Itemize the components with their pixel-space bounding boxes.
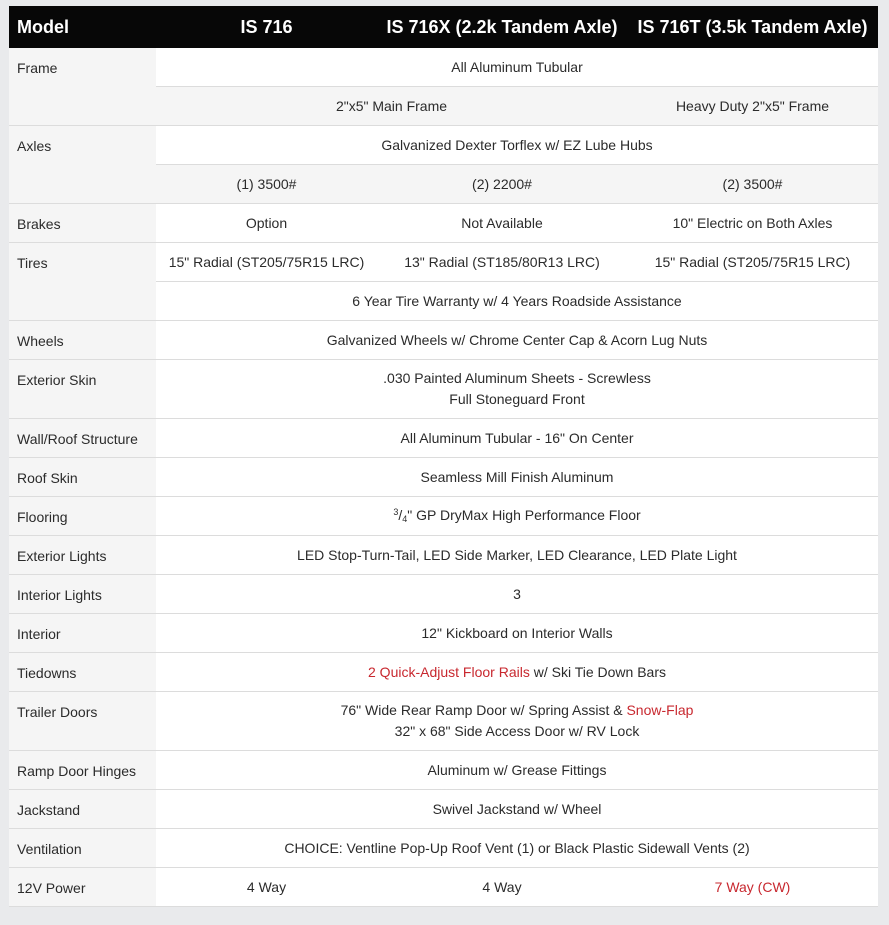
spec-table	[9, 6, 878, 907]
table-row-jackstand	[9, 790, 878, 829]
table-row-trailer-doors	[9, 692, 878, 751]
tires-is716t: 15" Radial (ST205/75R15 LRC)	[627, 243, 878, 282]
table-row-exterior-lights	[9, 536, 878, 575]
tires-warranty: 6 Year Tire Warranty w/ 4 Years Roadside Assistance	[156, 282, 878, 321]
ventilation-value: CHOICE: Ventline Pop-Up Roof Vent (1) or Black Plastic Sidewall Vents (2)	[156, 829, 878, 868]
row-label-axles: Axles	[9, 126, 156, 204]
trailer-doors-value	[156, 692, 878, 751]
exterior-lights-value: LED Stop-Turn-Tail, LED Side Marker, LED Clearance, LED Plate Light	[156, 536, 878, 575]
row-label-wheels: Wheels	[9, 321, 156, 360]
flooring-value: $^3/_4$" GP DryMax High Performance Floor	[156, 497, 878, 536]
table-row-frame	[9, 48, 878, 87]
row-label-brakes: Brakes	[9, 204, 156, 243]
table-row-wheels	[9, 321, 878, 360]
interior-lights-value: 3	[156, 575, 878, 614]
table-row-axles	[9, 126, 878, 165]
power-7-way-link[interactable]: 7 Way (CW)	[627, 868, 878, 907]
ramp-hinges-value: Aluminum w/ Grease Fittings	[156, 751, 878, 790]
row-label-wall-roof: Wall/Roof Structure	[9, 419, 156, 458]
frame-main: 2"x5" Main Frame	[156, 87, 627, 126]
flooring-text: " GP DryMax High Performance Floor	[407, 507, 641, 523]
row-label-ramp-hinges: Ramp Door Hinges	[9, 751, 156, 790]
row-label-interior-lights: Interior Lights	[9, 575, 156, 614]
jackstand-value: Swivel Jackstand w/ Wheel	[156, 790, 878, 829]
row-label-trailer-doors: Trailer Doors	[9, 692, 156, 751]
snow-flap-link[interactable]: Snow-Flap	[626, 702, 694, 718]
exterior-skin-value	[156, 360, 878, 419]
flooring-fraction-numerator: 3	[393, 507, 399, 517]
roof-skin-value: Seamless Mill Finish Aluminum	[156, 458, 878, 497]
axles-value: Galvanized Dexter Torflex w/ EZ Lube Hubs	[156, 126, 878, 165]
header-is716x: IS 716X (2.2k Tandem Axle)	[377, 6, 627, 48]
table-row-wall-roof	[9, 419, 878, 458]
trailer-doors-line2: 32" x 68" Side Access Door w/ RV Lock	[394, 723, 640, 739]
axles-is716t: (2) 3500#	[627, 165, 878, 204]
table-row-roof-skin	[9, 458, 878, 497]
table-row-brakes	[9, 204, 878, 243]
flooring-fraction-denominator: 4	[402, 514, 408, 524]
power-is716x: 4 Way	[377, 868, 627, 907]
exterior-skin-line2: Full Stoneguard Front	[449, 391, 585, 407]
axles-is716x: (2) 2200#	[377, 165, 627, 204]
table-row-ventilation	[9, 829, 878, 868]
row-label-jackstand: Jackstand	[9, 790, 156, 829]
row-label-exterior-lights: Exterior Lights	[9, 536, 156, 575]
brakes-is716x: Not Available	[377, 204, 627, 243]
wheels-value: Galvanized Wheels w/ Chrome Center Cap & Acorn Lug Nuts	[156, 321, 878, 360]
frame-value: All Aluminum Tubular	[156, 48, 878, 87]
header-model: Model	[9, 6, 156, 48]
tiedowns-value	[156, 653, 878, 692]
brakes-is716: Option	[156, 204, 377, 243]
row-label-tires: Tires	[9, 243, 156, 321]
table-row-power	[9, 868, 878, 907]
row-label-power: 12V Power	[9, 868, 156, 907]
table-row-interior	[9, 614, 878, 653]
row-label-exterior-skin: Exterior Skin	[9, 360, 156, 419]
row-label-interior: Interior	[9, 614, 156, 653]
row-label-flooring: Flooring	[9, 497, 156, 536]
exterior-skin-line1: .030 Painted Aluminum Sheets - Screwless	[383, 370, 651, 386]
trailer-doors-line1: 76" Wide Rear Ramp Door w/ Spring Assist &	[340, 702, 627, 718]
tiedowns-text: w/ Ski Tie Down Bars	[529, 663, 666, 680]
row-label-tiedowns: Tiedowns	[9, 653, 156, 692]
interior-value: 12" Kickboard on Interior Walls	[156, 614, 878, 653]
table-row-exterior-skin	[9, 360, 878, 419]
table-row-tires	[9, 243, 878, 282]
tires-is716: 15" Radial (ST205/75R15 LRC)	[156, 243, 377, 282]
table-row-interior-lights	[9, 575, 878, 614]
header-is716: IS 716	[156, 6, 377, 48]
tires-is716x: 13" Radial (ST185/80R13 LRC)	[377, 243, 627, 282]
axles-is716: (1) 3500#	[156, 165, 377, 204]
frame-heavy-duty: Heavy Duty 2"x5" Frame	[627, 87, 878, 126]
row-label-frame: Frame	[9, 48, 156, 126]
brakes-is716t: 10" Electric on Both Axles	[627, 204, 878, 243]
power-is716: 4 Way	[156, 868, 377, 907]
tiedowns-floor-rails-link[interactable]: 2 Quick-Adjust Floor Rails	[368, 663, 530, 680]
table-row-flooring	[9, 497, 878, 536]
table-header-row	[9, 6, 878, 48]
header-is716t: IS 716T (3.5k Tandem Axle)	[627, 6, 878, 48]
wall-roof-value: All Aluminum Tubular - 16" On Center	[156, 419, 878, 458]
row-label-roof-skin: Roof Skin	[9, 458, 156, 497]
table-row-tiedowns	[9, 653, 878, 692]
table-row-ramp-hinges	[9, 751, 878, 790]
spec-table-container	[9, 6, 878, 907]
row-label-ventilation: Ventilation	[9, 829, 156, 868]
